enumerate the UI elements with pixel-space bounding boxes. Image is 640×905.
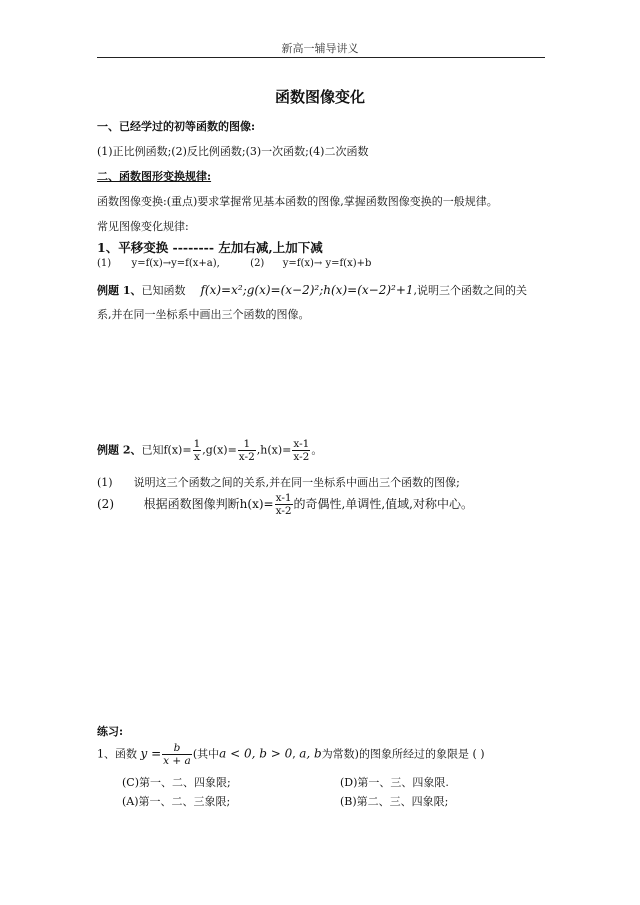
- example1-tail: ,说明三个函数之间的关: [413, 284, 528, 297]
- rule1-label: (1): [97, 258, 112, 269]
- section1-heading: 一、已经学过的初等函数的图像:: [97, 120, 256, 133]
- q2-tail: 的奇偶性,单调性,值域,对称中心。: [293, 497, 473, 511]
- example2-h-lead: ,h(x)=: [256, 443, 292, 457]
- practice-q1-fraction: $\frac{b}{x + a}$: [163, 742, 191, 767]
- q1-text: 说明这三个函数之间的关系,并在同一坐标系中画出三个函数的图像;: [133, 476, 460, 489]
- header-divider: [97, 57, 545, 58]
- example2-q1: [97, 474, 460, 490]
- practice-q1-y: y =: [140, 746, 162, 761]
- example2-line: [97, 438, 322, 463]
- example1-line1: [97, 282, 527, 298]
- option-a: (A)第一、二、三象限;: [122, 795, 231, 808]
- example2-end: 。: [311, 443, 323, 457]
- shift-rules: [97, 258, 371, 269]
- section2-heading: 二、函数图形变换规律:: [97, 170, 212, 183]
- example2-g-lead: ,g(x)=: [202, 443, 237, 457]
- example2-q2: [97, 492, 473, 517]
- section1-items: (1)正比例函数;(2)反比例函数;(3)一次函数;(4)二次函数: [97, 145, 369, 158]
- example2-lead: 已知f(x)=: [141, 443, 192, 457]
- q1-label: (1): [97, 476, 113, 489]
- practice-q1-tail: 为常数)的图象所经过的象限是 ( ): [321, 747, 485, 761]
- example1-line2: 系,并在同一坐标系中画出三个函数的图像。: [97, 308, 310, 321]
- practice-heading: 练习:: [97, 725, 124, 738]
- practice-q1-mid: (其中: [192, 747, 220, 761]
- option-b: (B)第二、三、四象限;: [340, 795, 449, 808]
- option-c: (C)第一、二、四象限;: [122, 776, 231, 789]
- rule2-label: (2): [250, 258, 265, 269]
- q2-fraction: $\frac{x-1}{x-2}$: [275, 492, 292, 517]
- practice-q1-cond: a < 0, b > 0: [219, 746, 293, 761]
- rule1-text: y=f(x)→y=f(x+a),: [131, 258, 220, 269]
- q2-lead: 根据函数图像判断h(x)=: [143, 497, 274, 511]
- example2-label: 例题 2、: [97, 443, 142, 457]
- f-fraction: $\frac{1}{x}$: [193, 438, 201, 463]
- example1-label: 例题 1、: [97, 284, 142, 297]
- page-header: 新高一辅导讲义: [281, 42, 359, 55]
- section2-intro: 函数图像变换:(重点)要求掌握常见基本函数的图像,掌握函数图像变换的一般规律。: [97, 195, 498, 208]
- practice-q1: 1、函数 y = $\frac{b}{x + a}$ (其中a < 0, b > 0, a, b为常数)的图象所经过的象限是 ( ): [97, 742, 485, 767]
- option-d: (D)第一、三、四象限.: [340, 776, 449, 789]
- example1-lead: 已知函数: [141, 284, 186, 297]
- q2-label: (2): [97, 497, 114, 511]
- practice-q1-ab: a, b: [299, 746, 322, 761]
- rule2-text: y=f(x)→ y=f(x)+b: [282, 258, 372, 269]
- page-title: 函数图像变化: [274, 88, 365, 106]
- g-fraction: $\frac{1}{x-2}$: [238, 438, 255, 463]
- practice-q1-lead: 1、函数: [97, 747, 137, 761]
- section2-common: 常见图像变化规律:: [97, 220, 189, 233]
- h-fraction: $\frac{x-1}{x-2}$: [293, 438, 310, 463]
- shift-heading: 1、平移变换 -------- 左加右减,上加下减: [97, 240, 323, 255]
- example1-formula: f(x)=x²;g(x)=(x−2)²;h(x)=(x−2)²+1: [200, 283, 414, 297]
